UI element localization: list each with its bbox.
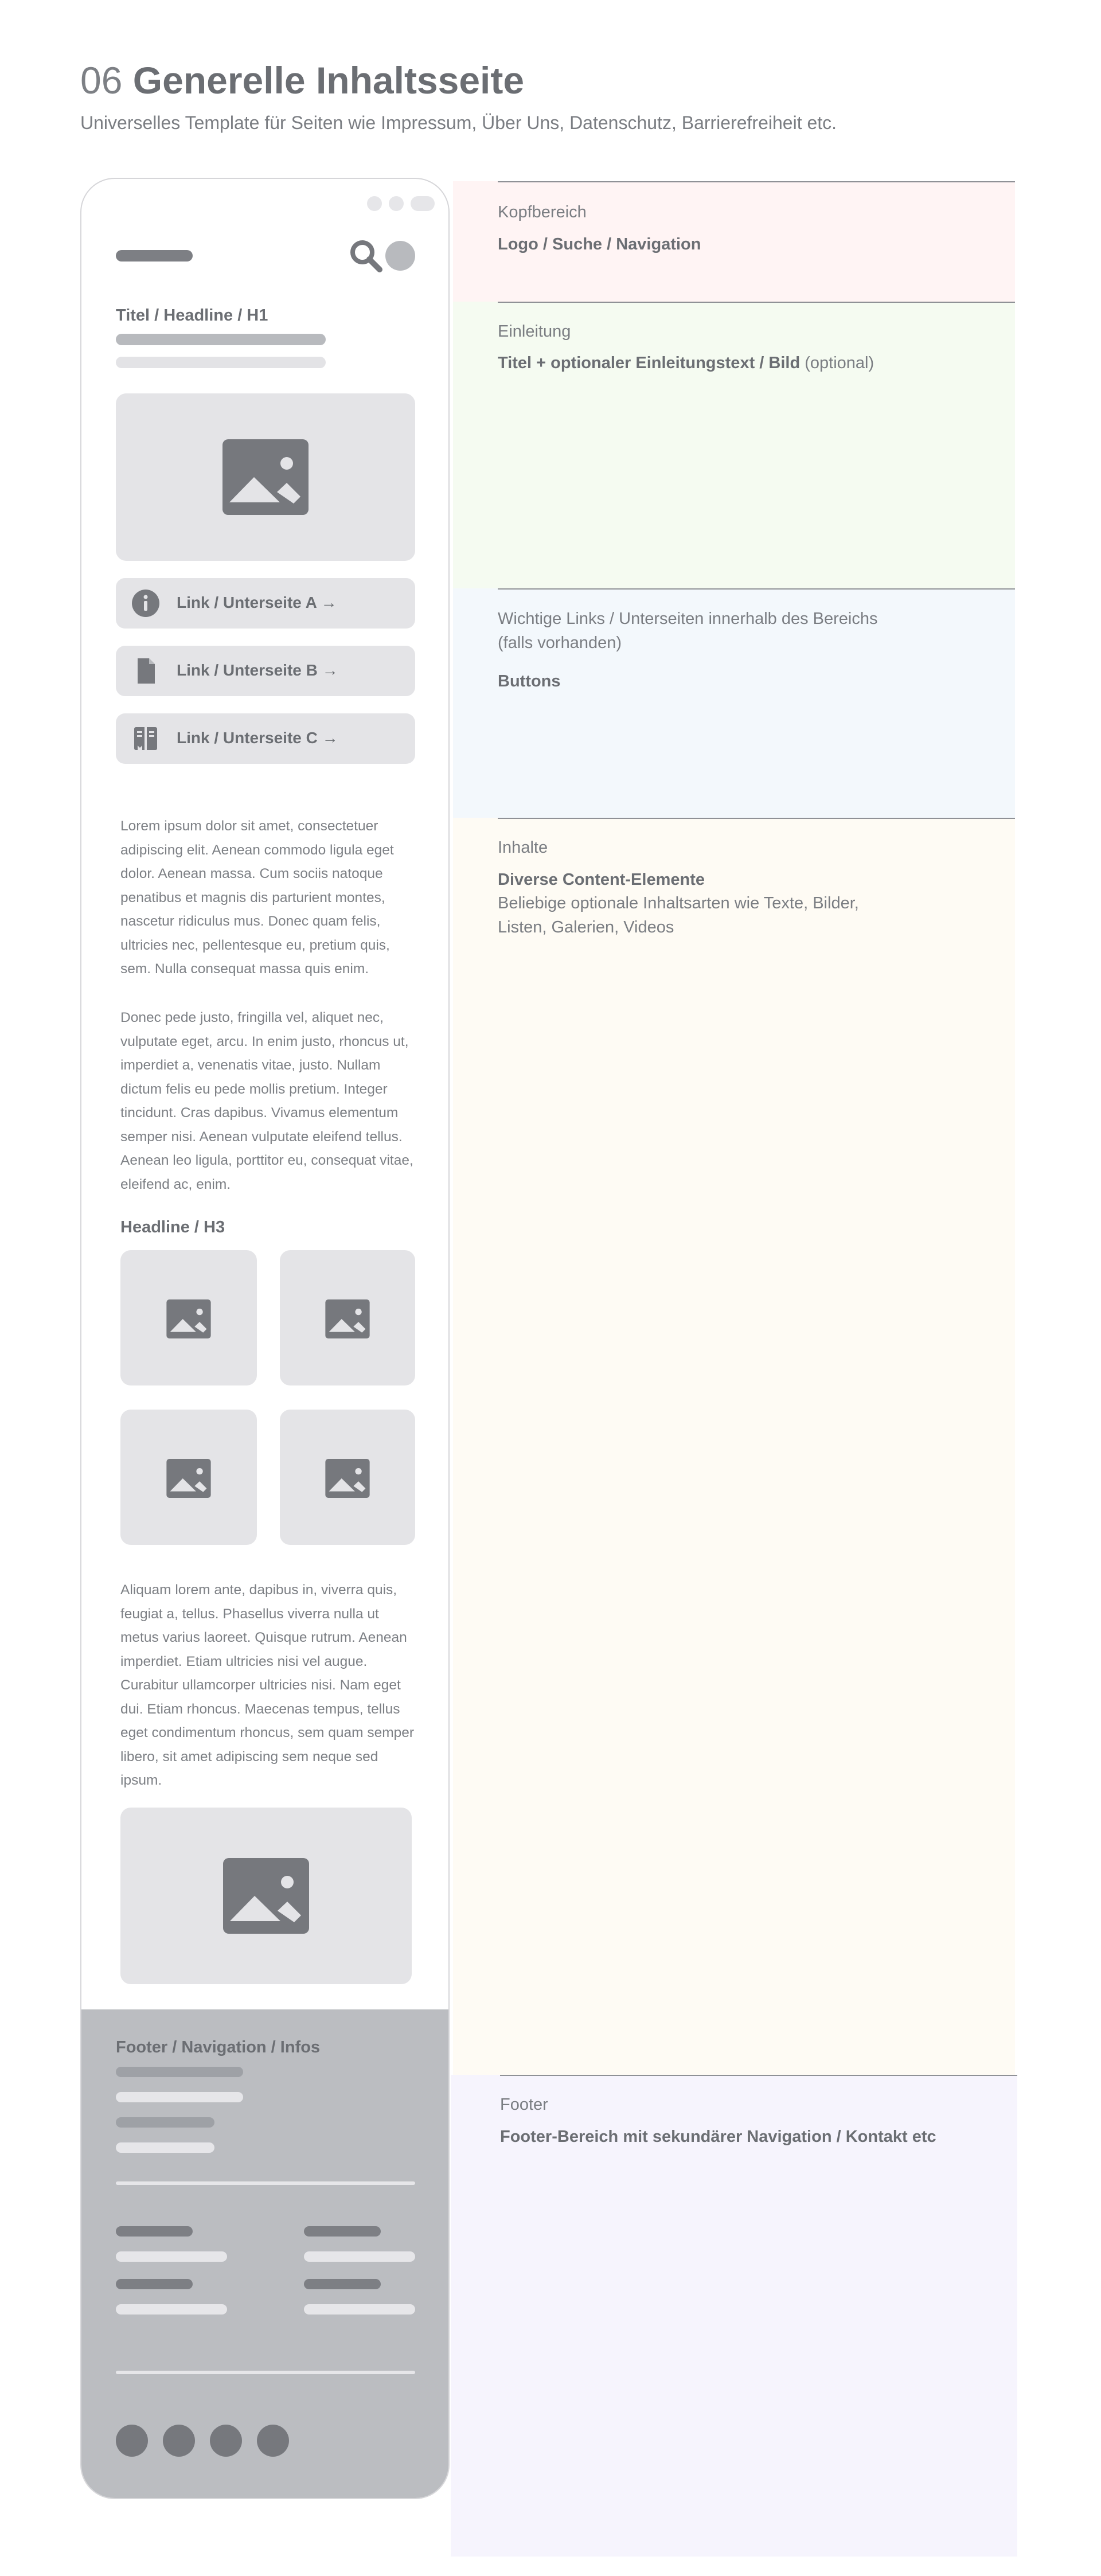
window-dot-wide bbox=[411, 196, 435, 211]
info-icon bbox=[132, 590, 159, 617]
link-button-c[interactable] bbox=[116, 713, 415, 764]
intro-text-bar bbox=[116, 357, 326, 368]
annotation-links-label-line1: Wichtige Links / Unterseiten innerhalb des Bereichs bbox=[498, 610, 878, 628]
footer-info-heading bbox=[116, 2279, 193, 2289]
band-divider bbox=[498, 181, 1015, 182]
document-icon bbox=[132, 657, 159, 685]
footer-info-text bbox=[304, 2304, 415, 2315]
book-icon bbox=[132, 725, 159, 752]
band-divider bbox=[498, 818, 1015, 819]
link-button-a[interactable] bbox=[116, 578, 415, 629]
page-number: 06 bbox=[80, 59, 123, 102]
annotation-links-strong: Buttons bbox=[498, 672, 561, 690]
h1-label: Titel / Headline / H1 bbox=[116, 306, 268, 325]
footer-info-heading bbox=[304, 2226, 381, 2237]
image-icon bbox=[166, 1459, 211, 1498]
annotation-intro bbox=[453, 302, 1015, 588]
image-icon bbox=[325, 1459, 370, 1498]
annotation-footer-label: Footer bbox=[500, 2095, 548, 2114]
footer-title: Footer / Navigation / Infos bbox=[116, 2038, 321, 2056]
gallery-image[interactable] bbox=[120, 1410, 257, 1545]
annotation-header-strong: Logo / Suche / Navigation bbox=[498, 235, 701, 253]
annotation-links bbox=[453, 588, 1015, 818]
footer-nav-link[interactable] bbox=[116, 2067, 243, 2077]
annotation-intro-strong: Titel + optionaler Einleitungstext / Bild bbox=[498, 354, 801, 372]
gallery-image[interactable] bbox=[280, 1250, 415, 1385]
footer-info-text bbox=[304, 2251, 415, 2262]
footer-divider bbox=[116, 2181, 415, 2185]
image-icon bbox=[222, 439, 309, 515]
footer-info-text bbox=[116, 2251, 227, 2262]
link-button-b[interactable] bbox=[116, 646, 415, 696]
intro-text-bar bbox=[116, 334, 326, 345]
content-paragraph: Donec pede justo, fringilla vel, aliquet nec, vulputate eget, arcu. In enim justo, rhoncus ut, imperdiet a, venenatis vitae, justo. Nullam dictum felis eu pede mollis pretium. Integer tincidunt. Cras dapibus. Vivamus elementum semper nisi. Aenean vulputate eleifend tellus. Aenean leo ligula, porttitor eu, consequat vitae, eleifend ac, enim. bbox=[120, 1010, 413, 1192]
annotation-intro-text bbox=[498, 351, 874, 375]
footer-info-heading bbox=[116, 2226, 193, 2237]
band-divider bbox=[498, 588, 1015, 590]
gallery-image[interactable] bbox=[280, 1410, 415, 1545]
band-divider bbox=[500, 2075, 1017, 2076]
content-image bbox=[120, 1808, 412, 1984]
window-dot bbox=[367, 196, 382, 211]
link-button-label: Link / Unterseite C → bbox=[177, 729, 338, 747]
link-button-label: Link / Unterseite A → bbox=[177, 594, 337, 611]
phone-mockup bbox=[80, 178, 450, 2499]
h3-label: Headline / H3 bbox=[120, 1218, 225, 1236]
phone-footer bbox=[81, 2009, 450, 2499]
annotation-content-label: Inhalte bbox=[498, 838, 548, 857]
annotation-content-text-line1: Beliebige optionale Inhaltsarten wie Texte, Bilder, bbox=[498, 894, 859, 912]
avatar[interactable] bbox=[385, 241, 415, 271]
annotation-intro-label: Einleitung bbox=[498, 322, 571, 341]
footer-info-heading bbox=[304, 2279, 381, 2289]
social-icon[interactable] bbox=[163, 2425, 195, 2457]
page-title-text: Generelle Inhaltsseite bbox=[132, 59, 525, 102]
image-icon bbox=[325, 1299, 370, 1338]
footer-info-text bbox=[116, 2304, 227, 2315]
social-icon[interactable] bbox=[210, 2425, 242, 2457]
search-icon[interactable] bbox=[349, 239, 383, 273]
annotation-header-label: Kopfbereich bbox=[498, 203, 587, 221]
image-icon bbox=[223, 1858, 309, 1934]
annotation-footer bbox=[451, 2075, 1017, 2557]
annotation-intro-rest: (optional) bbox=[800, 354, 874, 372]
social-icon[interactable] bbox=[257, 2425, 289, 2457]
content-paragraph: Lorem ipsum dolor sit amet, consectetuer adipiscing elit. Aenean commodo ligula eget dolor. Aenean massa. Cum sociis natoque penatibus et magnis dis parturient montes, nascetur ridiculus mus. Donec quam felis, ultricies nec, pellentesque eu, pretium quis, sem. Nulla consequat massa quis enim. bbox=[120, 818, 394, 977]
annotation-content-text-line2: Listen, Galerien, Videos bbox=[498, 918, 674, 936]
annotation-content-strong: Diverse Content-Elemente bbox=[498, 871, 705, 889]
page-title bbox=[80, 58, 524, 102]
social-icon[interactable] bbox=[116, 2425, 148, 2457]
annotation-header bbox=[453, 181, 1015, 302]
annotation-links-label-line2: (falls vorhanden) bbox=[498, 634, 622, 652]
footer-nav-link[interactable] bbox=[116, 2117, 214, 2128]
link-button-label: Link / Unterseite B → bbox=[177, 661, 338, 679]
content-paragraph: Aliquam lorem ante, dapibus in, viverra quis, feugiat a, tellus. Phasellus viverra nulla ut metus varius laoreet. Quisque rutrum. Aenean imperdiet. Etiam ultricies nisi vel augue. Curabitur ullamcorper ultricies nisi. Nam eget dui. Etiam rhoncus. Maecenas tempus, tellus eget condimentum rhoncus, sem quam semper libero, sit amet adipiscing sem neque sed ipsum. bbox=[120, 1582, 415, 1788]
logo-placeholder[interactable] bbox=[116, 250, 193, 261]
band-divider bbox=[498, 302, 1015, 303]
gallery-image[interactable] bbox=[120, 1250, 257, 1385]
image-icon bbox=[166, 1299, 211, 1338]
annotation-content bbox=[453, 818, 1015, 2075]
intro-image bbox=[116, 393, 415, 561]
footer-nav-link[interactable] bbox=[116, 2142, 214, 2153]
annotation-footer-strong: Footer-Bereich mit sekundärer Navigation / Kontakt etc bbox=[500, 2128, 936, 2146]
footer-nav-link[interactable] bbox=[116, 2092, 243, 2102]
page-subtitle: Universelles Template für Seiten wie Impressum, Über Uns, Datenschutz, Barrierefreiheit etc. bbox=[80, 112, 837, 133]
annotation-links-label bbox=[498, 607, 878, 655]
footer-divider bbox=[116, 2371, 415, 2374]
annotation-content-text bbox=[498, 891, 859, 939]
window-dot bbox=[389, 196, 404, 211]
